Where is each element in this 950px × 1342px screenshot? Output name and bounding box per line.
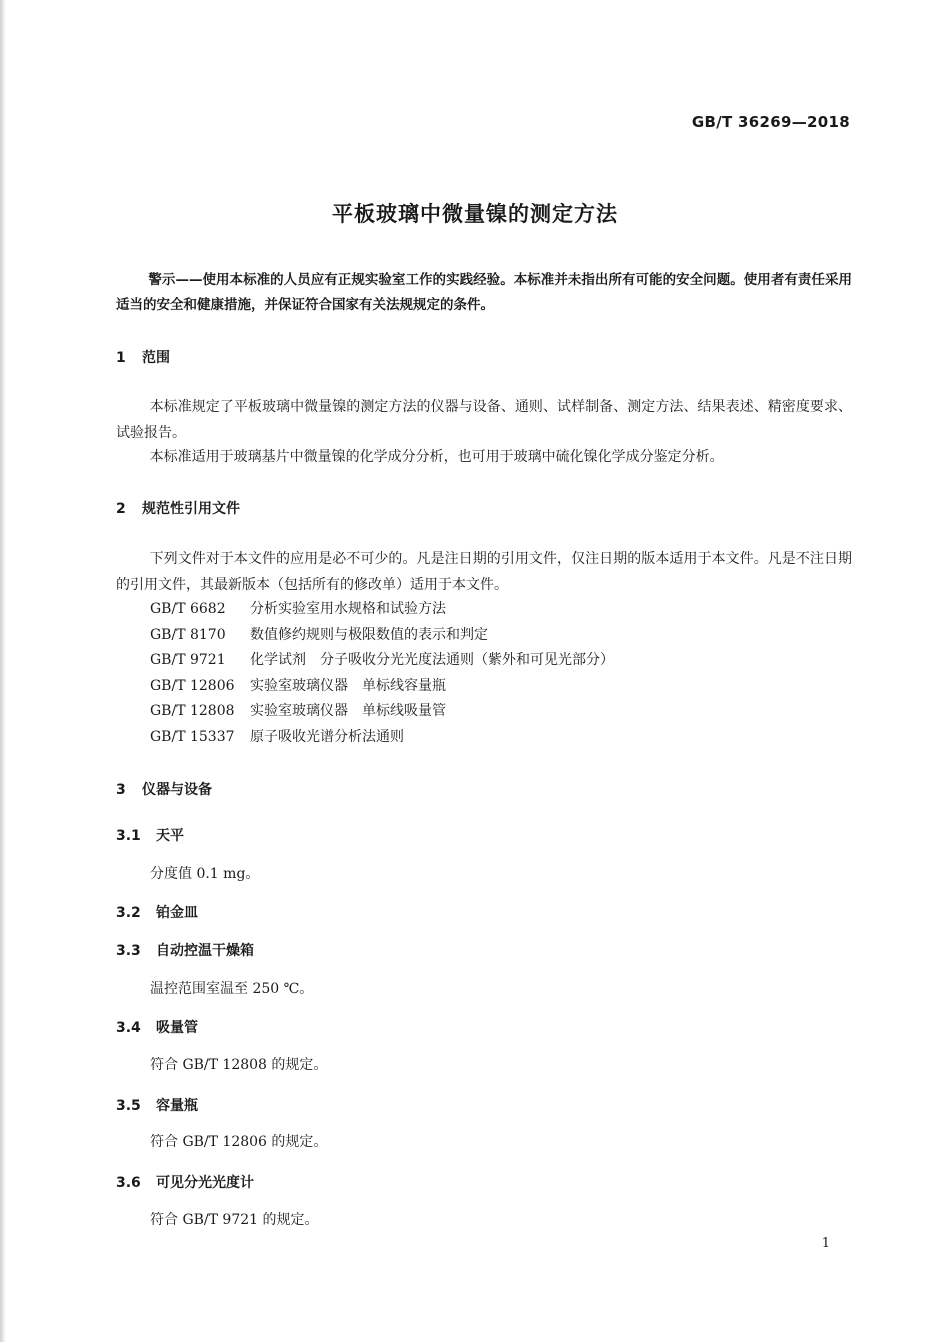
reference-code: GB/T 12806: [150, 677, 235, 694]
subsection-title: 天平: [156, 828, 184, 844]
subsection-title: 吸量管: [156, 1020, 198, 1036]
reference-name: 化学试剂 分子吸收分光光度法通则（紫外和可见光部分）: [250, 652, 614, 669]
subsection-title: 容量瓶: [156, 1098, 198, 1114]
section-3-title: 仪器与设备: [142, 782, 212, 798]
section-2-number: 2: [116, 501, 126, 517]
subsection-3-5-text: 符合 GB/T 12806 的规定。: [150, 1134, 328, 1150]
warning-paragraph: 警示——使用本标准的人员应有正规实验室工作的实践经验。本标准并未指出所有可能的安全问题。使用者有责任采用适当的安全和健康措施，并保证符合国家有关法规规定的条件。: [116, 272, 852, 313]
subsection-3-3-heading: [116, 940, 254, 960]
reference-item: [150, 674, 614, 700]
section-3-heading: [116, 779, 212, 799]
reference-item: [150, 648, 614, 674]
reference-name: 分析实验室用水规格和试验方法: [250, 601, 446, 617]
reference-code: GB/T 15337: [150, 728, 235, 745]
subsection-title: 铂金皿: [156, 905, 198, 921]
subsection-number: 3.5: [116, 1098, 141, 1114]
section-1-paragraph-2: 本标准适用于玻璃基片中微量镍的化学成分分析，也可用于玻璃中硫化镍化学成分鉴定分析。: [149, 449, 724, 465]
reference-code: GB/T 9721: [150, 652, 226, 669]
subsection-3-5-heading: [116, 1095, 198, 1115]
reference-name: 数值修约规则与极限数值的表示和判定: [250, 626, 488, 643]
section-2-heading: [116, 498, 240, 518]
reference-code: GB/T 6682: [150, 601, 226, 617]
page-number: 1: [821, 1236, 830, 1251]
reference-code: GB/T 12808: [150, 703, 235, 720]
section-1-heading: [116, 347, 170, 367]
section-1-paragraph-1: 本标准规定了平板玻璃中微量镍的测定方法的仪器与设备、通则、试样制备、测定方法、结果表述、精密度要求、试验报告。: [116, 399, 852, 441]
subsection-3-2-heading: [116, 902, 198, 922]
reference-name: 原子吸收光谱分析法通则: [250, 728, 404, 745]
section-1-number: 1: [116, 350, 126, 366]
document-title: 平板玻璃中微量镍的测定方法: [332, 202, 618, 226]
reference-item: [150, 623, 614, 649]
subsection-number: 3.3: [116, 943, 141, 959]
reference-item: [150, 725, 614, 751]
reference-name: 实验室玻璃仪器 单标线容量瓶: [250, 677, 446, 694]
reference-item: [150, 699, 614, 725]
subsection-3-4-text: 符合 GB/T 12808 的规定。: [150, 1057, 328, 1073]
section-2-intro: 下列文件对于本文件的应用是必不可少的。凡是注日期的引用文件，仅注日期的版本适用于本文件。凡是不注日期的引用文件，其最新版本（包括所有的修改单）适用于本文件。: [116, 551, 852, 593]
subsection-number: 3.4: [116, 1020, 141, 1036]
section-1-title: 范围: [142, 350, 170, 366]
subsection-3-4-heading: [116, 1017, 198, 1037]
subsection-3-1-heading: [116, 825, 184, 845]
subsection-3-1-text: 分度值 0.1 mg。: [150, 866, 260, 882]
subsection-3-6-text: 符合 GB/T 9721 的规定。: [150, 1212, 319, 1228]
subsection-number: 3.2: [116, 905, 141, 921]
section-2-title: 规范性引用文件: [142, 501, 240, 517]
reference-code: GB/T 8170: [150, 626, 226, 643]
standard-code: GB/T 36269—2018: [691, 113, 850, 131]
reference-name: 实验室玻璃仪器 单标线吸量管: [250, 703, 446, 720]
subsection-title: 自动控温干燥箱: [156, 943, 254, 959]
subsection-number: 3.1: [116, 828, 141, 844]
section-3-number: 3: [116, 782, 126, 798]
subsection-number: 3.6: [116, 1175, 141, 1191]
subsection-3-6-heading: [116, 1172, 254, 1192]
reference-list: [150, 597, 614, 751]
subsection-title: 可见分光光度计: [156, 1175, 254, 1191]
subsection-3-3-text: 温控范围室温至 250 ℃。: [150, 981, 314, 997]
reference-item: [150, 597, 614, 623]
